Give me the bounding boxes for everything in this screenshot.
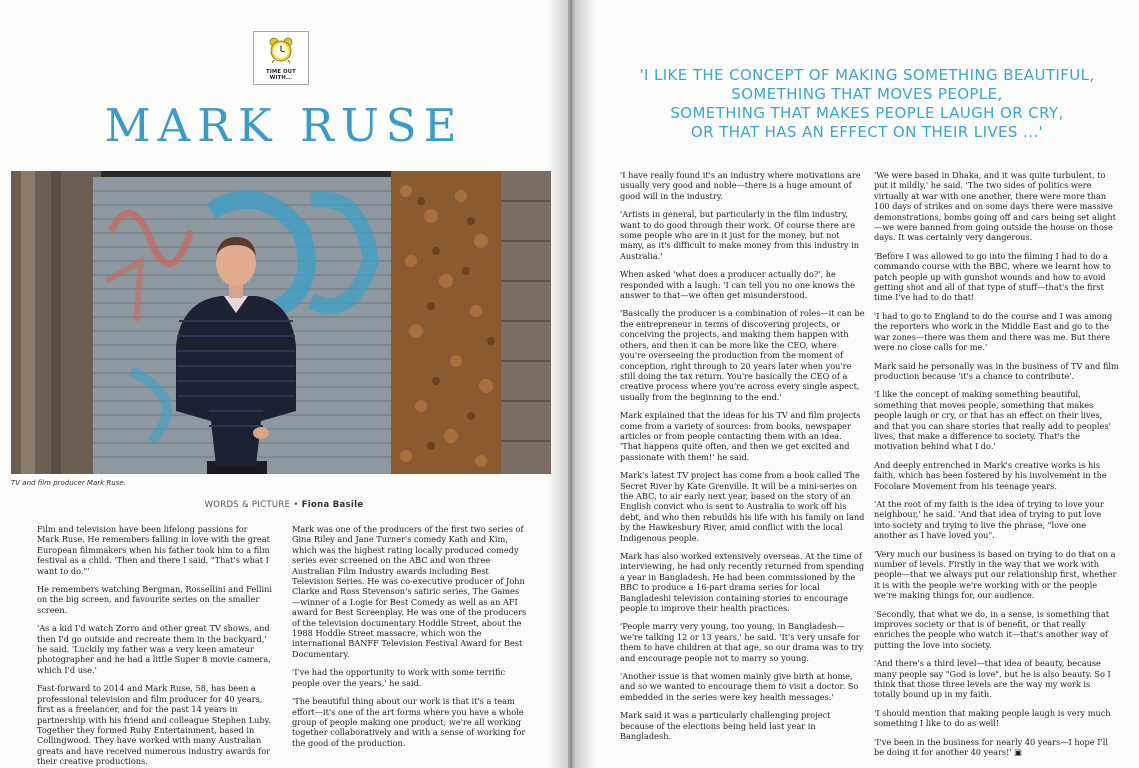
- paragraph: 'And there's a third level—that idea of beauty, because many people say "God is love", but he is also beauty. So I think that those three levels are the way my work is totally bound up in my faith.: [874, 658, 1111, 700]
- paragraph: Mark's latest TV project has come from a book called The Secret River by Kate Grenville. It will be a mini-series on the ABC, to air early next year, based on the story of an English convict who is sent to Australia to work off his debt, and who then rebuilds his life with his family on land by the Hawkesbury River, amid conflict with the local Indigenous people.: [620, 470, 865, 543]
- badge-text: [254, 69, 308, 81]
- paragraph: Mark explained that the ideas for his TV and film projects come from a variety of sources: from books, newspaper articles or from people contacting them with an idea. 'That happens quite often, and then we get excited and passionate with them!' he said.: [620, 410, 861, 462]
- paragraph: 'Basically the producer is a combination of roles—it can be the entrepreneur in terms of discovering projects, or conceiving the projects, and making them happen with others, and then it can be more like the CEO, where you're overseeing the production from the moment of conception, right through to 20 years later when you're still doing the tax return. You're basically the CEO of a creative process where you're across every single aspect, usually from the beginning to the end.': [620, 308, 865, 402]
- article-column-3: [620, 170, 865, 750]
- paragraph: And deeply entrenched in Mark's creative works is his faith, which has been fostered by his involvement in the Focolare Movement from his teenage years.: [874, 459, 1107, 491]
- pull-quote-line: SOMETHING THAT MOVES PEOPLE,: [731, 85, 1003, 103]
- time-out-badge: [253, 31, 309, 85]
- pull-quote-line: OR THAT HAS AN EFFECT ON THEIR LIVES ...': [690, 123, 1044, 141]
- paragraph: 'As a kid I'd watch Zorro and other great TV shows, and then I'd go outside and recreate them in the backyard,' he said. 'Luckily my father was a very keen amateur photographer and he had a little Super 8 movie camera, which I'd use.': [37, 623, 271, 675]
- paragraph: Mark said he personally was in the business of TV and film production because 'it's a chance to contribute'.: [874, 360, 1119, 381]
- paragraph: 'We were based in Dhaka, and it was quite turbulent, to put it mildly,' he said. 'The two sides of politics were virtually at war with one another, there were more than 100 days of strikes and on some days there were massive demonstrations, bombs going off and cars being set alight—we were banned from going outside the house on those days. It was certainly very dangerous.: [874, 170, 1116, 243]
- paragraph: Mark said it was a particularly challenging project because of the elections being held last year in Bangladesh.: [620, 710, 831, 742]
- badge-line-2: WITH...: [269, 75, 293, 81]
- badge-line-1: TIME OUT: [266, 69, 296, 75]
- paragraph: 'I've been in the business for nearly 40 years—I hope I'll be doing it for another 40 years!' ▣: [874, 736, 1108, 758]
- right-page: [572, 0, 1139, 768]
- paragraph: 'I should mention that making people laugh is very much something I like to do as well!: [874, 707, 1111, 729]
- paragraph: Mark was one of the producers of the first two series of Gina Riley and Jane Turner's comedy Kath and Kim, which was the highest rating locally produced comedy series ever screened on the ABC and won three Australian Film Industry awards including Best Television Series. He was co-executive producer of John Clarke and Ross Stevenson's satiric series, The Games—winner of a Logie for Best Comedy as well as an AFI award for Best Screenplay. He was one of the producers of the television documentary Hoddle Street, about the 1988 Hoddle Street massacre, which won the international BANFF Television Festival Award for Best Documentary.: [292, 524, 527, 659]
- byline-separator: •: [293, 500, 302, 510]
- left-page: [0, 0, 568, 768]
- pull-quote: [602, 66, 1132, 142]
- photo-caption: TV and film producer Mark Ruse.: [11, 479, 126, 487]
- byline-author: Fiona Basile: [301, 500, 364, 510]
- paragraph: 'Another issue is that women mainly give birth at home, and so we wanted to encourage them to visit a doctor. So embedded in the series were key health messages.': [620, 671, 859, 702]
- paragraph: Mark has also worked extensively overseas. At the time of interviewing, he had only recently returned from spending a year in Bangladesh. He had been commissioned by the BBC to produce a 16-part drama series for local Bangladeshi television containing stories to encourage people to improve their health practices.: [620, 551, 865, 614]
- paragraph: 'Artists in general, but particularly in the film industry, want to do good through their work. Of course there are some people who are in it just for the money, but not many, as it's difficult to make money from this industry in Australia.': [620, 209, 860, 261]
- paragraph: 'Secondly, that what we do, in a sense, is something that improves society or that is of benefit, or that really enriches the people who watch it—that's another way of putting the love into society.: [874, 608, 1110, 650]
- paragraph: 'I have really found it's an industry where motivations are usually very good and noble—there is a huge amount of good will in the industry.: [620, 170, 861, 201]
- article-column-1: [37, 524, 272, 768]
- paragraph: 'I've had the opportunity to work with some terrific people over the years,' he said.: [292, 667, 506, 688]
- paragraph: He remembers watching Bergman, Rossellini and Fellini on the big screen, and favourite series on the smaller screen.: [37, 584, 272, 615]
- paragraph: When asked 'what does a producer actually do?', he responded with a laugh: 'I can tell you no one knows the answer to that—we often get misunderstood.: [620, 269, 855, 301]
- paragraph: Fast-forward to 2014 and Mark Ruse, 58, has been a professional television and film producer for 40 years, first as a freelancer, and for the past 14 years in partnership with his friend and colleague Stephen Luby. Together they formed Ruby Entertainment, based in Collingwood. They have worked with many Australian greats and have received numerous industry awards for their creative productions.: [37, 683, 271, 767]
- paragraph: Film and television have been lifelong passions for Mark Ruse. He remembers falling in love with the great European filmmakers when his father took him to a film festival as a child. 'Then and there I said, "That's what I want to do."': [37, 524, 270, 576]
- paragraph: 'At the root of my faith is the idea of trying to love your neighbour,' he said. 'And that idea of trying to put love into society and trying to live the phrase, "love one another as I have loved you".: [874, 498, 1104, 541]
- portrait-photo: [11, 171, 551, 474]
- article-title: MARK RUSE: [104, 99, 464, 152]
- article-column-4: [874, 170, 1119, 766]
- paragraph: 'I like the concept of making something beautiful, something that moves people, something that makes people laugh or cry, or that has an effect on their lives, and that you can share stories that really add to peoples' lives, that make a difference to society. That's the motivation behind what I do.': [874, 389, 1111, 452]
- paragraph: 'The beautiful thing about our work is that it's a team effort—it's one of the art forms where you have a whole group of people making one product; we're all working together collaboratively and with a sense of working for the good of the production.: [292, 696, 526, 748]
- byline-label: WORDS & PICTURE: [204, 500, 291, 510]
- paragraph: 'People marry very young, too young, in Bangladesh—we're talking 12 or 13 years,' he said. 'It's very unsafe for them to have children at that age, so our drama was to try and encourage people not to marry so young.: [620, 621, 864, 663]
- paragraph: 'I had to go to England to do the course and I was among the reporters who work in the Middle East and go to the war zones—there was them and there was me. But there were no close calls for me.': [874, 310, 1113, 353]
- pull-quote-line: SOMETHING THAT MAKES PEOPLE LAUGH OR CRY,: [670, 104, 1064, 122]
- alarm-clock-icon: [266, 35, 296, 65]
- pull-quote-line: 'I LIKE THE CONCEPT OF MAKING SOMETHING BEAUTIFUL,: [639, 66, 1095, 84]
- byline: [0, 500, 568, 510]
- paragraph: 'Very much our business is based on trying to do that on a number of levels. Firstly in the way that we work with people—that we always put our relationship first, whether it is with the people we're working with or the people we're making things for, our audience.: [874, 548, 1117, 601]
- article-column-2: [292, 524, 527, 756]
- paragraph: 'Before I was allowed to go into the filming I had to do a commando course with the BBC, where we learnt how to patch people up with gunshot wounds and how to avoid getting shot and all of that type of stuff—that's the first time I've had to do that!: [874, 250, 1111, 303]
